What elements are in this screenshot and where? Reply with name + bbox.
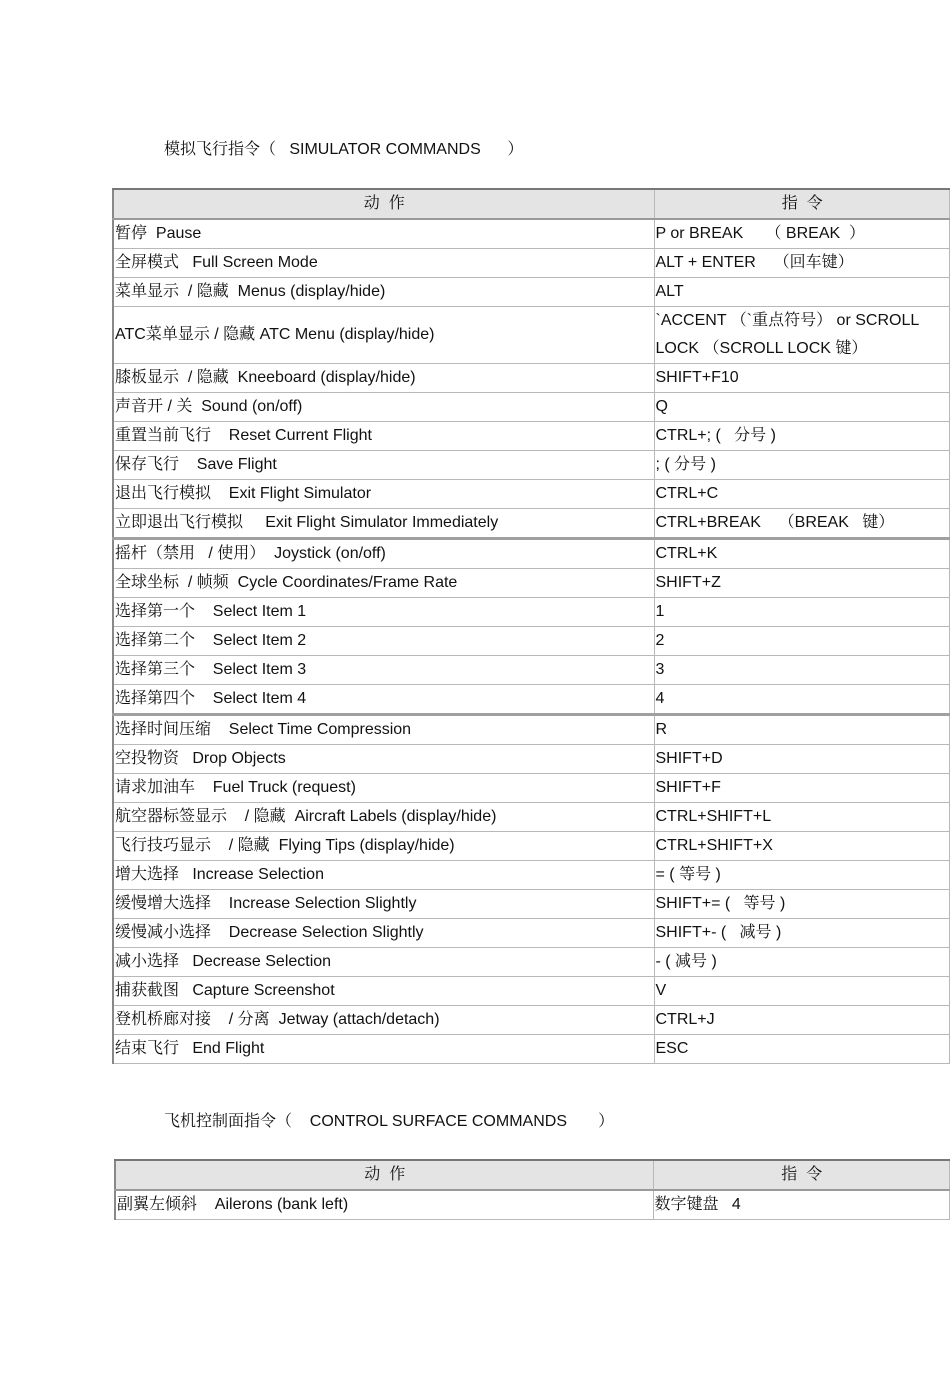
table-row xyxy=(113,861,950,890)
action-cell: 退出飞行模拟 Exit Flight Simulator xyxy=(113,480,654,509)
command-cell: 2 xyxy=(654,627,950,656)
action-cell: 全屏模式 Full Screen Mode xyxy=(113,249,654,278)
table-row xyxy=(113,832,950,861)
action-cell: 副翼左倾斜 Ailerons (bank left) xyxy=(115,1190,653,1220)
table-row xyxy=(113,451,950,480)
command-cell: CTRL+BREAK （BREAK 键） xyxy=(654,509,950,539)
command-cell: = ( 等号 ) xyxy=(654,861,950,890)
table-row xyxy=(113,1035,950,1064)
simulator-commands-table xyxy=(112,188,950,1064)
command-cell: SHIFT+D xyxy=(654,745,950,774)
control-surface-commands-table xyxy=(114,1159,950,1220)
table-row xyxy=(113,249,950,278)
action-cell: 选择时间压缩 Select Time Compression xyxy=(113,715,654,745)
command-cell: CTRL+SHIFT+L xyxy=(654,803,950,832)
table-row xyxy=(113,774,950,803)
command-cell: SHIFT+- ( 减号 ) xyxy=(654,919,950,948)
header-command: 指 令 xyxy=(654,189,950,219)
command-cell: 4 xyxy=(654,685,950,715)
command-cell: CTRL+C xyxy=(654,480,950,509)
action-cell: 声音开 / 关 Sound (on/off) xyxy=(113,393,654,422)
table-row xyxy=(113,539,950,569)
table-row xyxy=(113,509,950,539)
action-cell: 暂停 Pause xyxy=(113,219,654,249)
action-cell: 全球坐标 / 帧频 Cycle Coordinates/Frame Rate xyxy=(113,569,654,598)
header-command: 指 令 xyxy=(653,1160,950,1190)
action-cell: 选择第一个 Select Item 1 xyxy=(113,598,654,627)
table-row xyxy=(113,656,950,685)
command-cell: `ACCENT （`重点符号） or SCROLL LOCK （SCROLL LOCK 键） xyxy=(654,307,950,364)
command-cell: ALT xyxy=(654,278,950,307)
action-cell: 登机桥廊对接 / 分离 Jetway (attach/detach) xyxy=(113,1006,654,1035)
action-cell: 重置当前飞行 Reset Current Flight xyxy=(113,422,654,451)
command-cell: - ( 减号 ) xyxy=(654,948,950,977)
table-row xyxy=(113,307,950,364)
command-cell: CTRL+K xyxy=(654,539,950,569)
command-cell: V xyxy=(654,977,950,1006)
action-cell: 结束飞行 End Flight xyxy=(113,1035,654,1064)
section-title-control-surface-commands: 飞机控制面指令（ CONTROL SURFACE COMMANDS ） xyxy=(164,1113,615,1130)
table-header-row xyxy=(115,1160,950,1190)
command-cell: SHIFT+= ( 等号 ) xyxy=(654,890,950,919)
command-cell: ; ( 分号 ) xyxy=(654,451,950,480)
table-row xyxy=(113,219,950,249)
command-cell: ESC xyxy=(654,1035,950,1064)
action-cell: 请求加油车 Fuel Truck (request) xyxy=(113,774,654,803)
command-cell: SHIFT+Z xyxy=(654,569,950,598)
table-row xyxy=(113,422,950,451)
table-row xyxy=(113,598,950,627)
table-row xyxy=(113,919,950,948)
table-row xyxy=(113,569,950,598)
table-row xyxy=(113,745,950,774)
action-cell: 缓慢减小选择 Decrease Selection Slightly xyxy=(113,919,654,948)
table-row xyxy=(115,1190,950,1220)
action-cell: 菜单显示 / 隐藏 Menus (display/hide) xyxy=(113,278,654,307)
table-row xyxy=(113,1006,950,1035)
action-cell: 航空器标签显示 / 隐藏 Aircraft Labels (display/hide) xyxy=(113,803,654,832)
table-row xyxy=(113,977,950,1006)
action-cell: 选择第四个 Select Item 4 xyxy=(113,685,654,715)
command-cell: SHIFT+F xyxy=(654,774,950,803)
action-cell: 减小选择 Decrease Selection xyxy=(113,948,654,977)
action-cell: 缓慢增大选择 Increase Selection Slightly xyxy=(113,890,654,919)
command-cell: SHIFT+F10 xyxy=(654,364,950,393)
command-cell: 数字键盘 4 xyxy=(653,1190,950,1220)
table-row xyxy=(113,278,950,307)
command-cell: R xyxy=(654,715,950,745)
table-row xyxy=(113,393,950,422)
command-cell: Q xyxy=(654,393,950,422)
table-row xyxy=(113,948,950,977)
action-cell: 选择第三个 Select Item 3 xyxy=(113,656,654,685)
header-action: 动 作 xyxy=(115,1160,653,1190)
action-cell: 膝板显示 / 隐藏 Kneeboard (display/hide) xyxy=(113,364,654,393)
action-cell: 增大选择 Increase Selection xyxy=(113,861,654,890)
action-cell: 选择第二个 Select Item 2 xyxy=(113,627,654,656)
table-row xyxy=(113,890,950,919)
header-action: 动 作 xyxy=(113,189,654,219)
action-cell: 空投物资 Drop Objects xyxy=(113,745,654,774)
command-cell: P or BREAK （ BREAK ） xyxy=(654,219,950,249)
command-cell: CTRL+; ( 分号 ) xyxy=(654,422,950,451)
command-cell: CTRL+J xyxy=(654,1006,950,1035)
section-title-simulator-commands: 模拟飞行指令（ SIMULATOR COMMANDS ） xyxy=(164,141,524,158)
table-row xyxy=(113,685,950,715)
table-row xyxy=(113,364,950,393)
table-row xyxy=(113,480,950,509)
action-cell: 保存飞行 Save Flight xyxy=(113,451,654,480)
command-cell: 1 xyxy=(654,598,950,627)
table-row xyxy=(113,715,950,745)
command-cell: ALT + ENTER （回车键） xyxy=(654,249,950,278)
action-cell: 摇杆（禁用 / 使用） Joystick (on/off) xyxy=(113,539,654,569)
table-row xyxy=(113,627,950,656)
action-cell: 立即退出飞行模拟 Exit Flight Simulator Immediately xyxy=(113,509,654,539)
action-cell: ATC菜单显示 / 隐藏 ATC Menu (display/hide) xyxy=(113,307,654,364)
action-cell: 捕获截图 Capture Screenshot xyxy=(113,977,654,1006)
command-cell: 3 xyxy=(654,656,950,685)
command-cell: CTRL+SHIFT+X xyxy=(654,832,950,861)
action-cell: 飞行技巧显示 / 隐藏 Flying Tips (display/hide) xyxy=(113,832,654,861)
table-row xyxy=(113,803,950,832)
table-header-row xyxy=(113,189,950,219)
